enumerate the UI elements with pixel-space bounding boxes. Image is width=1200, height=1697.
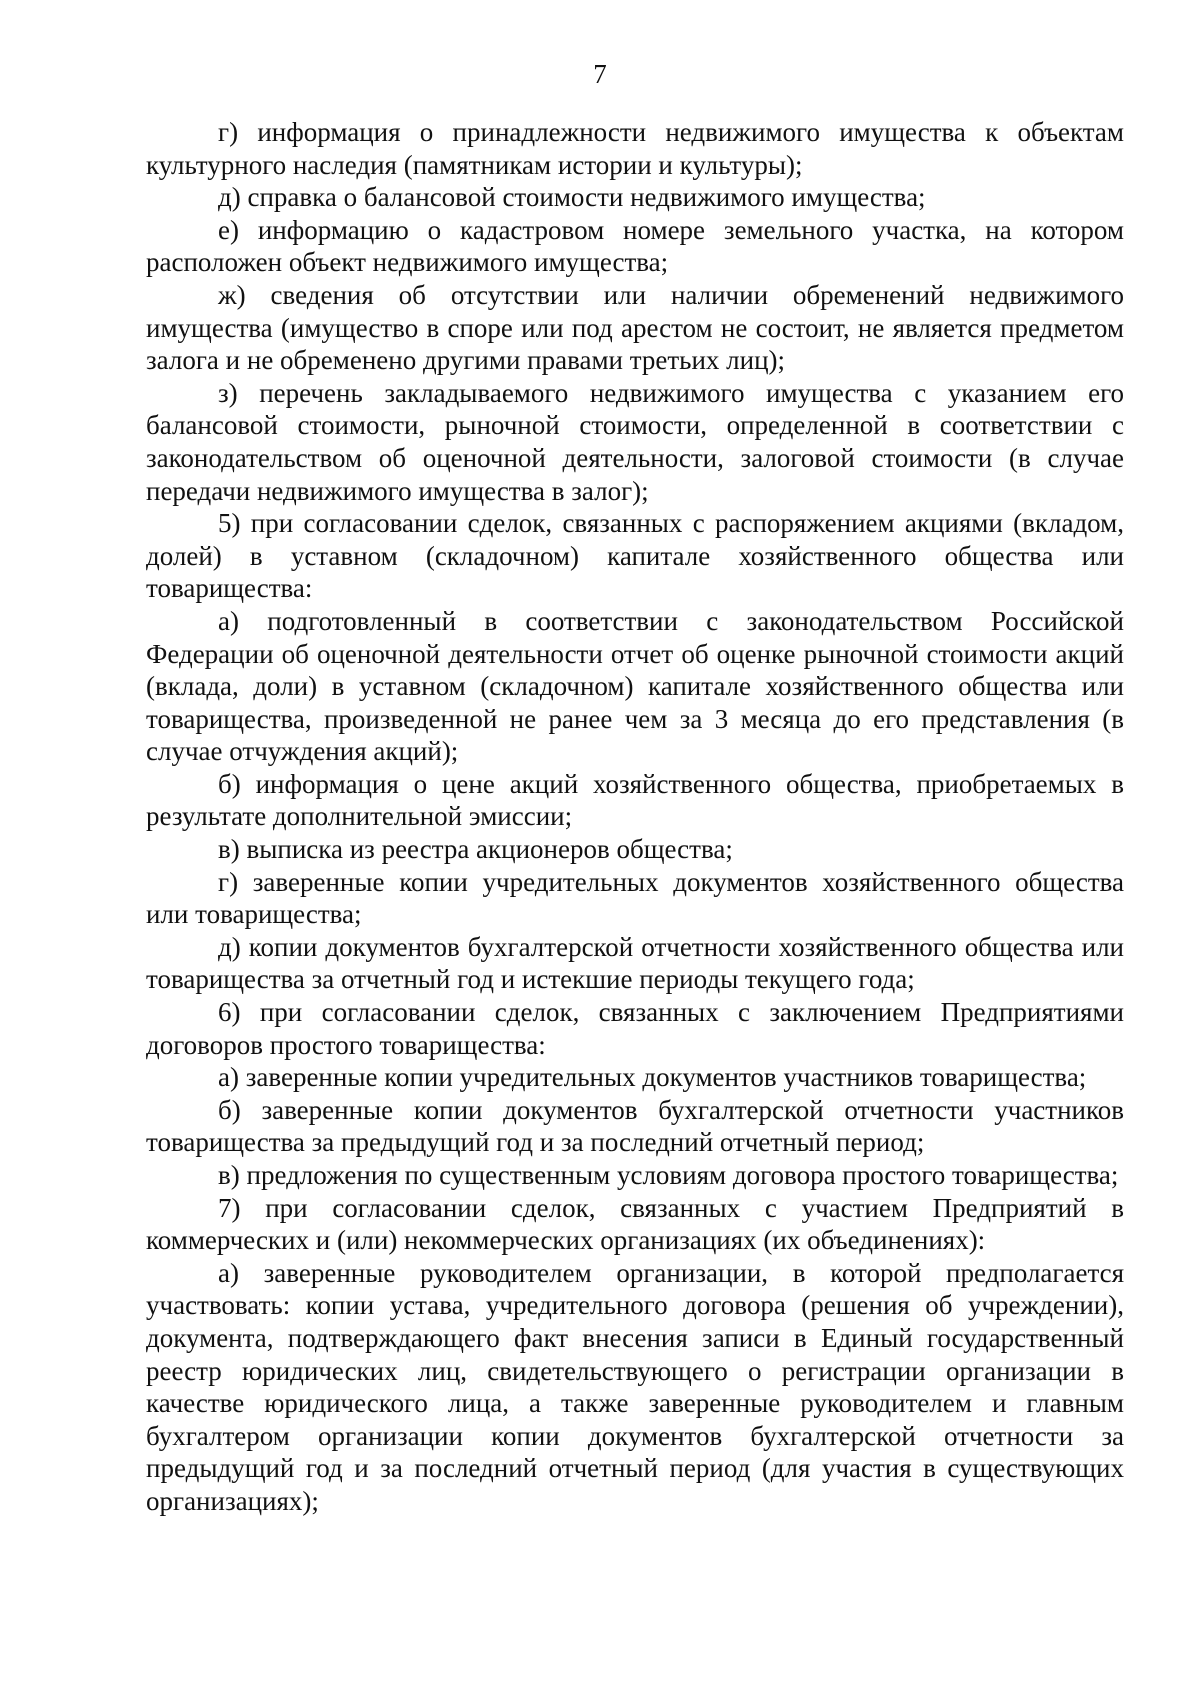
paragraph-g-founding-documents: г) заверенные копии учредительных документов хозяйственного общества или товарищества; — [146, 866, 1124, 930]
paragraph-v-shareholder-register: в) выписка из реестра акционеров общества; — [218, 834, 733, 865]
paragraph-a-valuation-report: а) подготовленный в соответствии с законодательством Российской Федерации об оценочной деятельности отчет об оценке рыночной стоимости акций (вклада, доли) в уставном (складочном) капитале хозяйственного общества или товарищества, произведенной не ранее чем за 3 месяца до его представления (в случае отчуждения акций); — [146, 605, 1124, 767]
paragraph-7-participation: 7) при согласовании сделок, связанных с участием Предприятий в коммерческих и (или) некоммерческих организациях (их объединениях): — [146, 1192, 1124, 1256]
document-body — [146, 116, 1124, 1518]
paragraph-a-partner-founding-documents: а) заверенные копии учредительных документов участников товарищества; — [218, 1062, 1087, 1093]
paragraph-a-certified-copies: а) заверенные руководителем организации, в которой предполагается участвовать: копии устава, учредительного договора (решения об учреждении), документа, подтверждающего факт внесения записи в Единый государственный реестр юридических лиц, свидетельствующего о регистрации организации в качестве юридического лица, а также заверенные руководителем и главным бухгалтером организации копии документов бухгалтерской отчетности за предыдущий год и за последний отчетный период (для участия в существующих организациях); — [146, 1257, 1124, 1516]
paragraph-zh-encumbrances: ж) сведения об отсутствии или наличии обременений недвижимого имущества (имущество в споре или под арестом не состоит, не является предметом залога и не обременено другими правами третьих лиц); — [146, 279, 1124, 376]
paragraph-v-agreement-terms: в) предложения по существенным условиям договора простого товарищества; — [218, 1160, 1119, 1190]
paragraph-d-balance-value: д) справка о балансовой стоимости недвижимого имущества; — [218, 182, 926, 213]
paragraph-b-share-price: б) информация о цене акций хозяйственного общества, приобретаемых в результате дополнительной эмиссии; — [146, 768, 1124, 832]
paragraph-z-pledged-property-list: з) перечень закладываемого недвижимого имущества с указанием его балансовой стоимости, рыночной стоимости, определенной в соответствии с законодательством об оценочной деятельности, залоговой стоимости (в случае передачи недвижимого имущества в залог); — [146, 377, 1124, 506]
paragraph-d-accounting-reports: д) копии документов бухгалтерской отчетности хозяйственного общества или товарищества за отчетный год и истекшие периоды текущего года; — [146, 931, 1124, 995]
paragraph-b-partner-accounting: б) заверенные копии документов бухгалтерской отчетности участников товарищества за предыдущий год и за последний отчетный период; — [146, 1094, 1124, 1158]
paragraph-e-cadastral-number: е) информацию о кадастровом номере земельного участка, на котором расположен объект недвижимого имущества; — [146, 214, 1124, 278]
paragraph-g-cultural-heritage: г) информация о принадлежности недвижимого имущества к объектам культурного наследия (памятникам истории и культуры); — [146, 117, 1124, 180]
page-number: 7 — [593, 59, 607, 89]
paragraph-6-partnership-agreements: 6) при согласовании сделок, связанных с заключением Предприятиями договоров простого товарищества: — [146, 997, 1124, 1060]
paragraph-5-shares-disposal: 5) при согласовании сделок, связанных с распоряжением акциями (вкладом, долей) в уставном (складочном) капитале хозяйственного общества или товарищества: — [146, 508, 1124, 604]
